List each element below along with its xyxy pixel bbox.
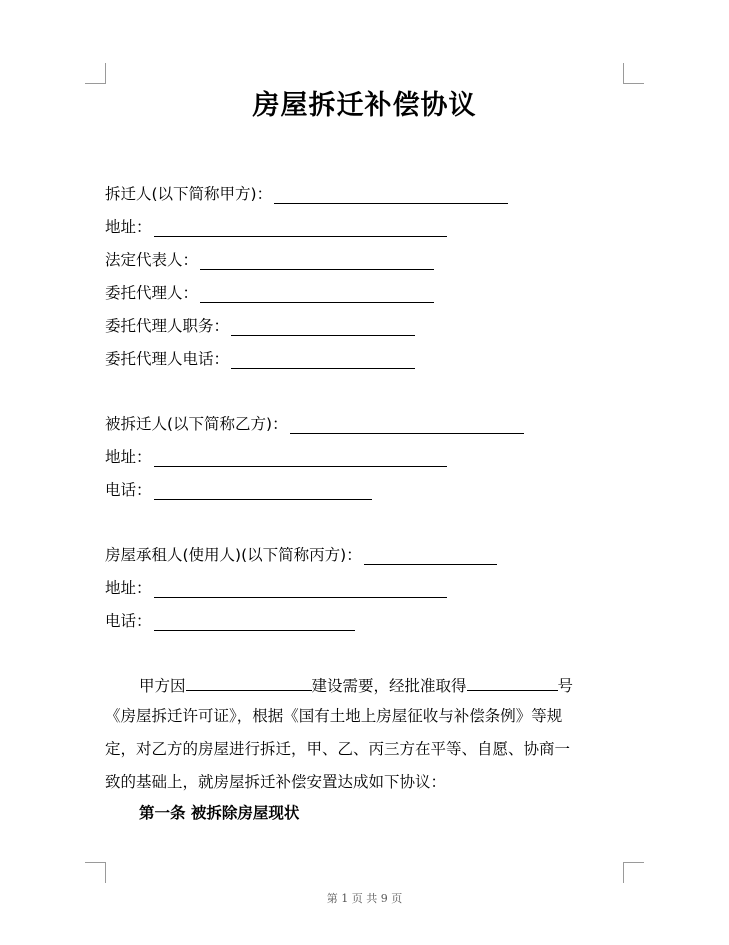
party-a-agent-position-label: 委托代理人职务： bbox=[105, 317, 230, 335]
party-b-address-row bbox=[105, 443, 447, 467]
party-a-agent-label: 委托代理人： bbox=[105, 284, 199, 302]
party-b-name-label: 被拆迁人(以下简称乙方)： bbox=[105, 415, 288, 433]
intro-text-a: 甲方因 bbox=[139, 677, 186, 695]
party-a-address-label: 地址： bbox=[105, 218, 152, 236]
party-b-name-row bbox=[105, 410, 524, 434]
margin-corner-bottom-right bbox=[623, 862, 644, 883]
party-a-legal-rep-row bbox=[105, 246, 434, 270]
party-a-legal-rep-field[interactable] bbox=[200, 252, 434, 270]
intro-text-c: 号 bbox=[557, 677, 574, 695]
party-c-phone-field[interactable] bbox=[154, 613, 355, 631]
party-b-address-label: 地址： bbox=[105, 448, 152, 466]
party-c-name-row bbox=[105, 541, 497, 565]
party-a-name-field[interactable] bbox=[274, 186, 508, 204]
margin-corner-bottom-left bbox=[85, 862, 106, 883]
party-a-address-field[interactable] bbox=[154, 219, 447, 237]
party-a-agent-field[interactable] bbox=[200, 285, 434, 303]
party-a-agent-phone-label: 委托代理人电话： bbox=[105, 350, 230, 368]
party-a-agent-phone-field[interactable] bbox=[231, 351, 415, 369]
party-c-name-label: 房屋承租人(使用人)(以下简称丙方)： bbox=[105, 546, 362, 564]
page-number: 第 1 页 共 9 页 bbox=[326, 892, 403, 905]
party-a-name-label: 拆迁人(以下简称甲方)： bbox=[105, 185, 273, 203]
article-1-heading: 第一条 被拆除房屋现状 bbox=[139, 803, 300, 822]
party-b-address-field[interactable] bbox=[154, 449, 447, 467]
party-a-agent-position-field[interactable] bbox=[231, 318, 415, 336]
party-a-agent-phone-row bbox=[105, 345, 415, 369]
intro-line-1 bbox=[105, 673, 610, 696]
party-c-address-row bbox=[105, 574, 447, 598]
intro-line-4: 致的基础上，就房屋拆迁补偿安置达成如下协议： bbox=[105, 773, 447, 791]
party-a-agent-row bbox=[105, 279, 434, 303]
intro-line-3: 定，对乙方的房屋进行拆迁，甲、乙、丙三方在平等、自愿、协商一 bbox=[105, 740, 571, 758]
party-b-phone-row bbox=[105, 476, 372, 500]
margin-corner-top-right bbox=[623, 63, 644, 84]
party-a-name-row bbox=[105, 180, 508, 204]
intro-text-b: 建设需要，经批准取得 bbox=[311, 677, 467, 695]
permit-number-field[interactable] bbox=[467, 673, 558, 691]
party-b-name-field[interactable] bbox=[290, 416, 524, 434]
party-c-phone-row bbox=[105, 607, 355, 631]
margin-corner-top-left bbox=[85, 63, 106, 84]
document-title: 房屋拆迁补偿协议 bbox=[252, 90, 477, 121]
party-a-agent-position-row bbox=[105, 312, 415, 336]
party-c-address-label: 地址： bbox=[105, 579, 152, 597]
party-a-legal-rep-label: 法定代表人： bbox=[105, 251, 199, 269]
party-a-address-row bbox=[105, 213, 447, 237]
party-b-phone-field[interactable] bbox=[154, 482, 372, 500]
project-name-field[interactable] bbox=[186, 673, 312, 691]
party-b-phone-label: 电话： bbox=[105, 481, 152, 499]
party-c-phone-label: 电话： bbox=[105, 612, 152, 630]
intro-line-2: 《房屋拆迁许可证》，根据《国有土地上房屋征收与补偿条例》等规 bbox=[105, 707, 563, 725]
party-c-name-field[interactable] bbox=[364, 547, 497, 565]
party-c-address-field[interactable] bbox=[154, 580, 447, 598]
